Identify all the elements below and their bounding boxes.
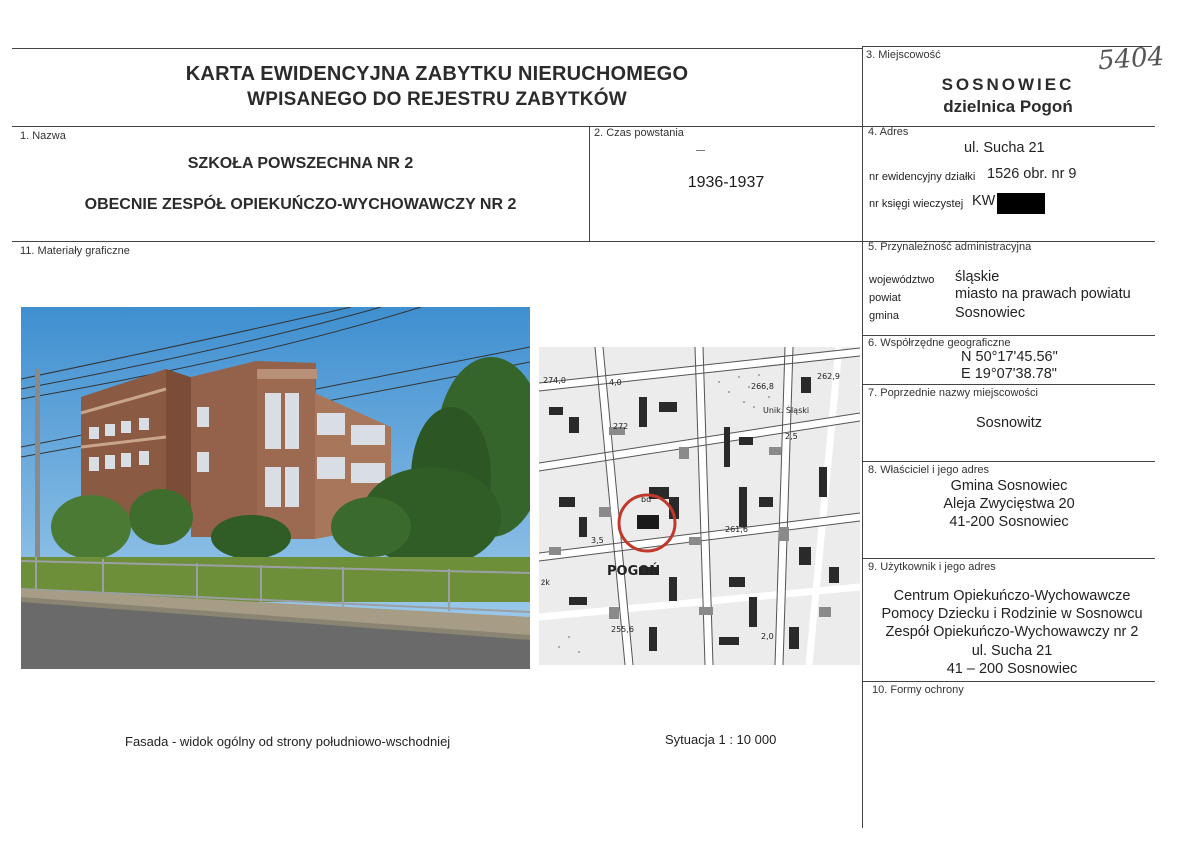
map-label: Unik. Śląski xyxy=(763,406,810,415)
city-name: SOSNOWIEC xyxy=(941,75,1075,94)
przynaleznosc-label: 5. Przynależność administracyjna xyxy=(868,241,1032,253)
map-label: POGOŃ xyxy=(607,564,661,579)
redaction-box xyxy=(997,193,1045,214)
dzialka-label: nr ewidencyjny działki xyxy=(869,171,976,183)
czas-label: 2. Czas powstania xyxy=(594,127,684,139)
gmina-value: Sosnowiec xyxy=(955,305,1026,321)
map-label: 3,5 xyxy=(591,536,604,545)
rule-top xyxy=(12,48,862,49)
district-name: dzielnica Pogoń xyxy=(943,97,1073,116)
miejscowosc-label: 3. Miejscowość xyxy=(866,49,941,61)
ksiega-value: KW xyxy=(972,193,996,209)
formy-label: 10. Formy ochrony xyxy=(872,684,964,696)
user-line: Centrum Opiekuńczo-Wychowawcze xyxy=(893,588,1131,604)
situation-map xyxy=(539,347,860,665)
previous-name: Sosnowitz xyxy=(975,415,1043,431)
powiat-value: miasto na prawach powiatu xyxy=(955,286,1131,302)
rule-header-bottom xyxy=(12,126,1155,127)
map-caption: Sytuacja 1 : 10 000 xyxy=(665,732,777,747)
card-title-line2: WPISANEGO DO REJESTRU ZABYTKÓW xyxy=(247,89,627,110)
powiat-key: powiat xyxy=(869,292,901,304)
photo-caption: Fasada - widok ogólny od strony południowo-wschodniej xyxy=(125,734,451,749)
map-label: 2,0 xyxy=(761,632,774,641)
facade-photo xyxy=(21,307,530,669)
map-label: 266,8 xyxy=(751,382,774,391)
rule-main-divider xyxy=(862,46,863,828)
user-line: ul. Sucha 21 xyxy=(971,643,1053,659)
user-line: 41 – 200 Sosnowiec xyxy=(946,661,1078,677)
wojewodztwo-key: województwo xyxy=(869,274,935,286)
ksiega-label: nr księgi wieczystej xyxy=(869,198,964,210)
map-label: bd xyxy=(641,495,652,504)
owner-line: Aleja Zwycięstwa 20 xyxy=(943,496,1075,512)
map-label: 4,0 xyxy=(609,378,622,387)
rule-7-bottom xyxy=(863,461,1155,462)
owner-line: Gmina Sosnowiec xyxy=(950,478,1068,494)
gmina-key: gmina xyxy=(869,310,899,322)
poprzednie-label: 7. Poprzednie nazwy miejscowości xyxy=(868,387,1038,399)
rule-8-bottom xyxy=(863,558,1155,559)
dzialka-value: 1526 obr. nr 9 xyxy=(987,166,1077,182)
latitude: N 50°17'45.56" xyxy=(961,349,1058,365)
map-label: 272 xyxy=(613,422,629,431)
map-label: 261,6 xyxy=(725,525,748,534)
rule-9-bottom xyxy=(863,681,1155,682)
facade-photo-drawing xyxy=(21,307,530,669)
object-name-line2: OBECNIE ZESPÓŁ OPIEKUŃCZO-WYCHOWAWCZY NR 2 xyxy=(84,196,517,213)
adres-label: 4. Adres xyxy=(868,126,909,138)
construction-date: 1936-1937 xyxy=(687,174,765,191)
materialy-label: 11. Materiały graficzne xyxy=(20,245,130,257)
longitude: E 19°07'38.78" xyxy=(961,366,1057,382)
user-line: Pomocy Dziecku i Rodzinie w Sosnowcu xyxy=(881,606,1143,622)
wojewodztwo-value: śląskie xyxy=(955,269,1000,285)
street-address: ul. Sucha 21 xyxy=(964,140,1045,156)
owner-line: 41-200 Sosnowiec xyxy=(949,514,1069,530)
map-label: 2,5 xyxy=(785,432,798,441)
handwritten-number: 5404 xyxy=(1097,41,1166,77)
map-label: 262,9 xyxy=(817,372,840,381)
map-label: 274,0 xyxy=(543,376,566,385)
wlasciciel-label: 8. Właściciel i jego adres xyxy=(868,464,990,476)
card-title-line1: KARTA EWIDENCYJNA ZABYTKU NIERUCHOMEGO xyxy=(185,63,689,85)
situation-map-drawing xyxy=(539,347,860,665)
rule-6-bottom xyxy=(863,384,1155,385)
user-line: Zespół Opiekuńczo-Wychowawczy nr 2 xyxy=(885,624,1139,640)
wspolrzedne-label: 6. Współrzędne geograficzne xyxy=(868,337,1011,349)
nazwa-label: 1. Nazwa xyxy=(20,130,66,142)
uzytkownik-label: 9. Użytkownik i jego adres xyxy=(868,561,996,573)
rule-5-bottom xyxy=(863,335,1155,336)
map-label: żk xyxy=(541,578,550,587)
czas-mark xyxy=(696,150,705,151)
map-label: 255,6 xyxy=(611,625,634,634)
object-name-line1: SZKOŁA POWSZECHNA NR 2 xyxy=(187,155,414,172)
